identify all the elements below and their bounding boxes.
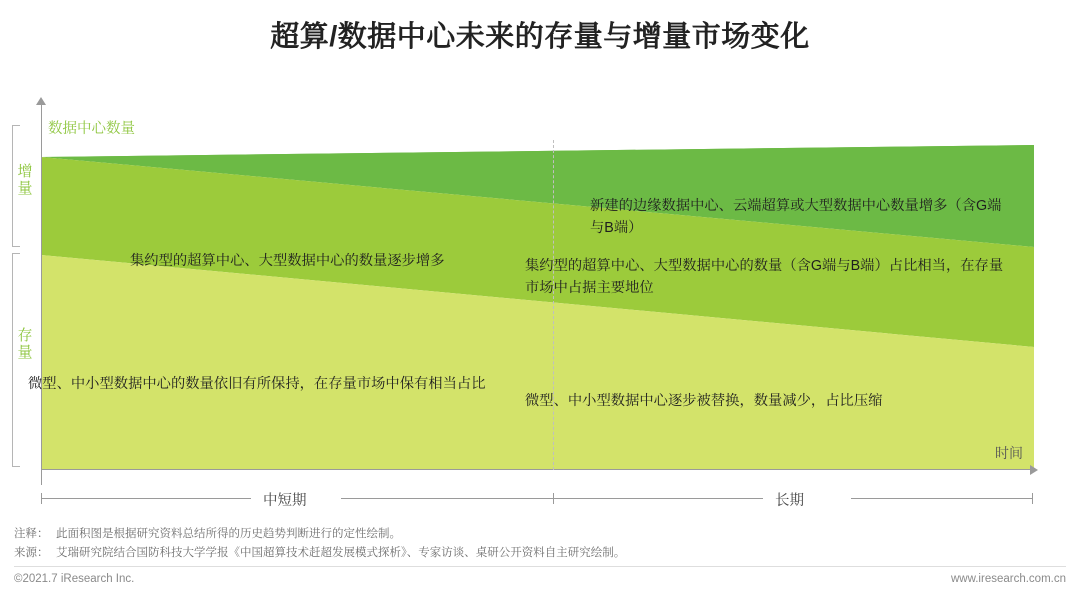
y-axis-label: 数据中心数量 bbox=[48, 121, 135, 137]
period-axis bbox=[41, 487, 1034, 517]
annotation-new-edge: 新建的边缘数据中心、云端超算或大型数据中心数量增多（含G端与B端） bbox=[590, 198, 1002, 237]
website-link[interactable]: www.iresearch.com.cn bbox=[950, 573, 1066, 585]
x-axis-label: 时间 bbox=[995, 445, 1023, 461]
chart-area bbox=[0, 95, 1080, 515]
annotation-small-left: 微型、中小型数据中心的数量依旧有所保持，在存量市场中保有相当占比 bbox=[28, 376, 486, 392]
copyright-text: ©2021.7 iResearch Inc. bbox=[14, 573, 135, 585]
source-key: 来源： bbox=[14, 546, 49, 559]
page-title: 超算/数据中心未来的存量与增量市场变化 bbox=[270, 21, 810, 53]
note-value: 此面积图是根据研究资料总结所得的历史趋势判断进行的定性绘制。 bbox=[56, 528, 401, 540]
note-row bbox=[14, 525, 1064, 544]
period-line-short-right bbox=[341, 498, 553, 499]
source-value: 艾瑞研究院结合国防科技大学学报《中国超算技术赶超发展模式探析》、专家访谈、桌研公开资料自主研究绘制。 bbox=[56, 546, 626, 559]
y-axis-arrow-icon bbox=[36, 97, 46, 105]
annotation-intensive-left: 集约型的超算中心、大型数据中心的数量逐步增多 bbox=[130, 253, 445, 269]
period-label-long: 长期 bbox=[775, 493, 804, 509]
period-divider bbox=[553, 140, 554, 470]
stock-label: 存量 bbox=[17, 327, 33, 362]
period-line-long-left bbox=[553, 498, 763, 499]
period-label-short: 中短期 bbox=[263, 493, 307, 509]
source-row bbox=[14, 544, 1064, 563]
period-line-short-left bbox=[41, 498, 251, 499]
annotation-small-right: 微型、中小型数据中心逐步被替换，数量减少，占比压缩 bbox=[525, 393, 883, 409]
x-axis-line bbox=[41, 469, 1034, 470]
footer-divider bbox=[14, 566, 1066, 567]
period-line-long-right bbox=[851, 498, 1033, 499]
increment-label: 增量 bbox=[17, 163, 33, 198]
footnotes bbox=[14, 525, 1064, 563]
period-tick-end bbox=[1032, 493, 1033, 504]
x-axis-arrow-icon bbox=[1030, 465, 1038, 475]
footer bbox=[14, 573, 1066, 585]
note-key: 注释： bbox=[14, 528, 49, 540]
annotation-intensive-right: 集约型的超算中心、大型数据中心的数量（含G端与B端）占比相当，在存量市场中占据主要地位 bbox=[525, 258, 1004, 297]
y-axis-line bbox=[41, 103, 42, 485]
